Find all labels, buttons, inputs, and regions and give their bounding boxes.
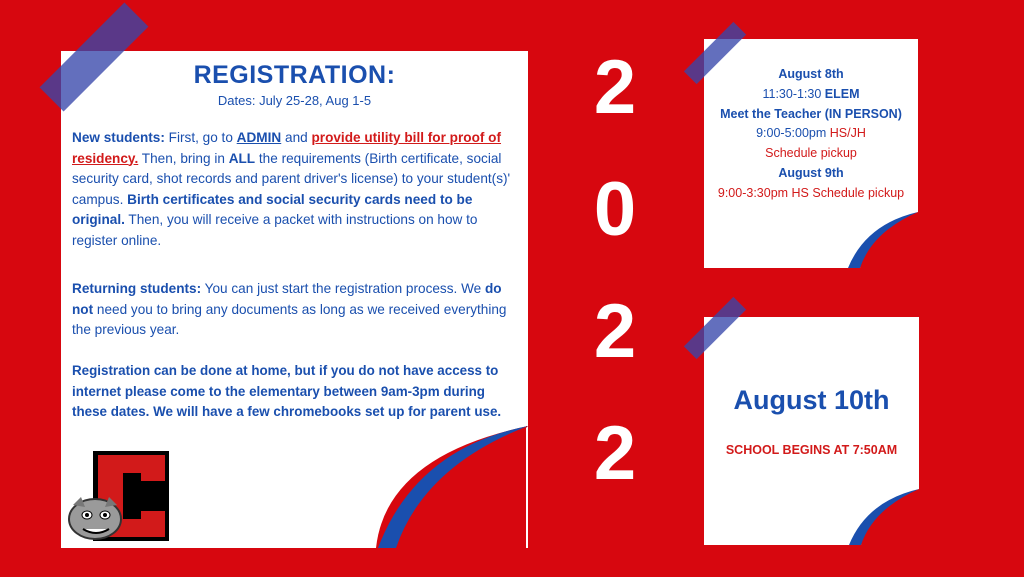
bulldog-logo [65,449,175,545]
utility-bill-note: provide utility bill for proof of residency. [72,130,502,166]
aug9-heading: August 9th [778,165,844,180]
ret-text-1: You can just start the registration process. We [201,281,485,296]
elem-time: 11:30-1:30 [762,86,825,101]
elem-label: ELEM [824,86,860,101]
start-date: August 10th [733,385,890,415]
returning-students-label: Returning students: [72,281,202,296]
hs-pickup: 9:00-3:30pm HS Schedule pickup [717,185,905,200]
ret-text-2: need you to bring any documents as long as we received everything the previous year. [72,301,507,337]
meet-teacher: Meet the Teacher (IN PERSON) [720,106,902,121]
elem-row [704,85,918,105]
returning-students-paragraph [72,279,517,341]
admin-link: ADMIN [236,130,282,145]
hsjh-label: HS/JH [829,126,866,141]
page-curl [848,212,918,268]
do-not-emphasis: do not [72,281,502,317]
schedule-pickup: Schedule pickup [765,146,857,161]
new-text-4: the requirements (Birth certificate, social security card, shot records and parent driver's license) to your student(s)' campus. [72,150,511,207]
new-students-paragraph [72,128,517,251]
hsjh-time: 9:00-5:00pm [756,126,830,141]
start-note: SCHOOL BEGINS AT 7:50AM [725,443,898,457]
new-text-5: Then, you will receive a packet with instructions on how to register online. [72,212,478,248]
schedule-list [704,65,918,204]
year-digit: 2 [593,411,637,496]
home-registration-note: Registration can be done at home, but if you do not have access to internet please come to the elementary between 9am-3pm during these dates. We will have a few chromebooks set up for parent use. [72,363,502,419]
original-docs-note: Birth certificates and social security cards need to be original. [72,191,473,227]
all-emphasis: ALL [228,150,256,166]
year-digit: 0 [593,167,637,252]
registration-title: REGISTRATION: [193,61,396,89]
new-text-3: Then, bring in [138,150,229,166]
new-text-2: and [281,130,312,145]
page-curl [849,489,919,545]
new-students-label: New students: [72,130,165,145]
new-text-1: First, go to [164,130,237,145]
page-curl [376,426,528,548]
aug8-heading: August 8th [778,67,844,81]
year-digit: 2 [593,289,637,374]
hsjh-row [704,124,918,144]
registration-dates: Dates: July 25-28, Aug 1-5 [217,93,372,108]
year-digit: 2 [593,45,637,130]
